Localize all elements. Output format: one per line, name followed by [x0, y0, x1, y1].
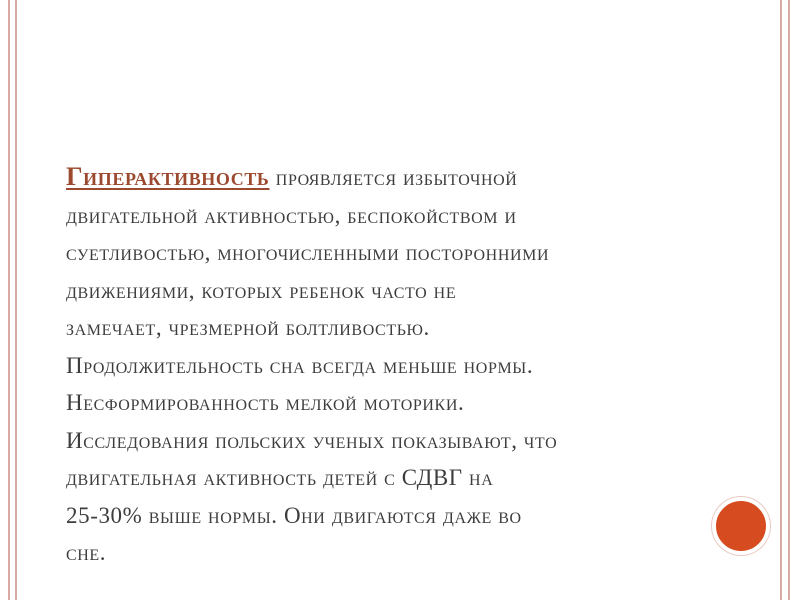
accent-circle-decoration [712, 497, 770, 555]
left-border-line-inner [15, 0, 17, 600]
text-line-11: сне. [66, 540, 107, 565]
left-border-line-outer [8, 0, 10, 600]
right-border-line-inner [780, 0, 782, 600]
slide-body-text [66, 158, 726, 572]
text-line-4: движениями, которых ребенок часто не [66, 277, 457, 303]
line-1-rest: проявляется избыточной [269, 165, 518, 190]
text-line-1 [66, 158, 726, 197]
text-line-2: двигательной активностью, беспокойством и [66, 202, 517, 228]
text-line-9: двигательная активность детей с СДВГ на [66, 465, 494, 490]
highlight-term: Гиперактивность [66, 162, 270, 191]
text-line-8: Исследования польских ученых показывают, что [66, 427, 558, 453]
text-line-3: суетливостью, многочисленными посторонними [66, 240, 550, 265]
right-border-line-outer [788, 0, 790, 600]
text-line-5: замечает, чрезмерной болтливостью. [66, 315, 430, 340]
text-line-6: Продолжительность сна всегда меньше нормы. [66, 352, 534, 378]
text-line-7: Несформированность мелкой моторики. [66, 390, 465, 415]
text-line-10: 25-30% выше нормы. Они двигаются даже во [66, 502, 522, 528]
